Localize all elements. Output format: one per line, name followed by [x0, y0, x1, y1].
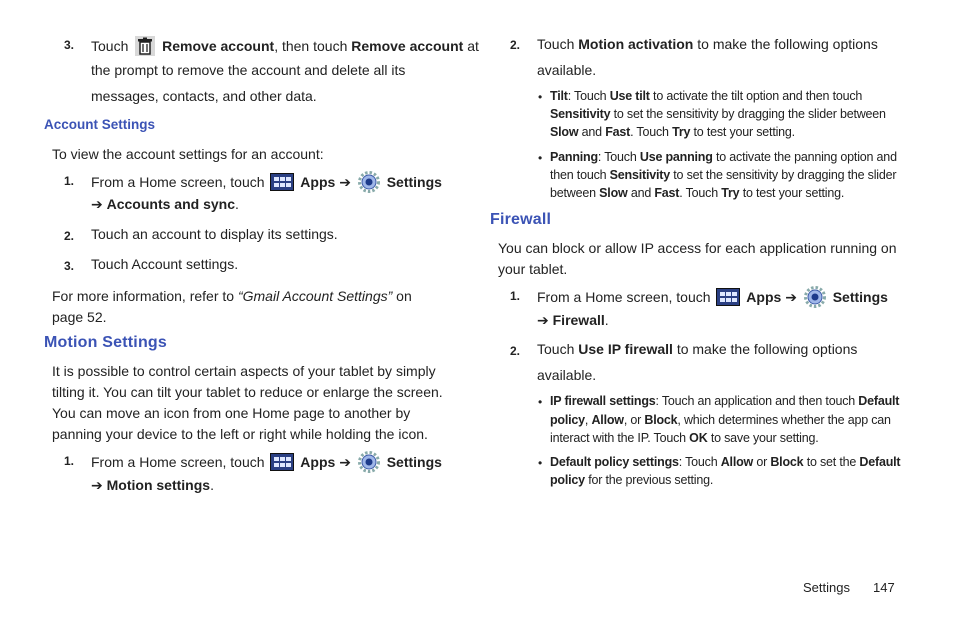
bullet: •	[538, 151, 543, 165]
block: Block	[770, 455, 804, 469]
text: at	[467, 38, 479, 54]
default-policy-settings: Default policy settings	[550, 455, 679, 469]
firewall-step1-line1	[537, 286, 888, 308]
settings-gear-icon	[804, 286, 826, 308]
motion-step2-line2: available.	[537, 62, 597, 78]
text: .	[604, 312, 609, 328]
motion-settings-label: Motion settings	[106, 477, 211, 493]
block: Block	[644, 413, 678, 427]
text: to test your setting.	[693, 125, 795, 139]
account-step1-line2	[91, 196, 239, 213]
firewall-step2-line2: available.	[537, 367, 597, 383]
text: or	[756, 455, 768, 469]
text: interact with the IP. Touch	[550, 431, 686, 445]
ok: OK	[689, 431, 708, 445]
dp-line1	[550, 455, 900, 469]
motion-paragraph-line: It is possible to control certain aspects of your tablet by simply	[52, 363, 436, 379]
text: Touch	[91, 38, 129, 54]
ipf-line3	[550, 431, 818, 445]
step-number: 2.	[64, 229, 75, 243]
motion-paragraph-line: You can move an icon from one Home page to another by	[52, 405, 411, 421]
default: Default	[858, 394, 900, 408]
tilt-line2	[550, 107, 886, 121]
try: Try	[672, 125, 691, 139]
bold-text: Remove account	[351, 38, 464, 54]
text: : Touch	[597, 150, 637, 164]
motion-step2-line1	[537, 36, 878, 52]
text: to set the sensitivity by dragging the slider between	[613, 107, 886, 121]
use-ip-firewall: Use IP firewall	[578, 341, 673, 357]
text: From a Home screen, touch	[91, 454, 265, 470]
settings-label: Settings	[386, 454, 442, 470]
text: : Touch an application and then touch	[655, 394, 856, 408]
text: .	[210, 477, 214, 493]
firewall-paragraph-line: your tablet.	[498, 261, 568, 277]
ipf-line2	[550, 413, 891, 427]
arrow: ➔	[339, 454, 351, 470]
motion-settings-heading: Motion Settings	[44, 334, 167, 351]
text: and	[630, 186, 652, 200]
more-info-line2: page 52.	[52, 309, 107, 325]
settings-gear-icon	[358, 171, 380, 193]
arrow: ➔	[91, 477, 103, 493]
step-number: 3.	[64, 259, 75, 273]
sensitivity: Sensitivity	[550, 107, 611, 121]
footer-section: Settings	[803, 580, 850, 595]
accounts-and-sync: Accounts and sync	[106, 196, 235, 212]
text: , which determines whether the app can	[677, 413, 891, 427]
text: From a Home screen, touch	[537, 289, 711, 305]
step-number: 3.	[64, 38, 75, 52]
step-number: 2.	[510, 344, 521, 358]
text: . Touch	[630, 125, 669, 139]
text: to activate the panning option and	[715, 150, 897, 164]
step-number: 1.	[64, 174, 75, 188]
firewall-heading: Firewall	[490, 211, 552, 228]
text: , then touch	[274, 38, 348, 54]
panning-label: Panning	[550, 150, 598, 164]
text: For more information, refer to	[52, 288, 235, 304]
motion-paragraph-line: tilting it. You can tilt your tablet to reduce or enlarge the screen.	[52, 384, 443, 400]
ip-firewall-settings: IP firewall settings	[550, 394, 656, 408]
text: for the previous setting.	[588, 473, 714, 487]
step-number: 1.	[64, 454, 75, 468]
text: to make the following options	[697, 36, 878, 52]
text: to make the following options	[676, 341, 858, 357]
firewall-paragraph-line: You can block or allow IP access for each application running on	[498, 240, 897, 256]
allow: Allow	[591, 413, 624, 427]
step3-line3: messages, contacts, and other data.	[91, 88, 317, 104]
text: to test your setting.	[742, 186, 845, 200]
text: . Touch	[679, 186, 718, 200]
panning-line2	[550, 168, 896, 182]
page-number: 147	[873, 580, 895, 595]
step3-line1	[91, 36, 479, 56]
fast: Fast	[605, 125, 631, 139]
text: From a Home screen, touch	[91, 174, 265, 190]
settings-label: Settings	[386, 174, 442, 190]
dp-line2	[550, 473, 713, 487]
text: to set the	[806, 455, 857, 469]
arrow: ➔	[537, 312, 549, 328]
bullet: •	[538, 456, 543, 470]
sensitivity: Sensitivity	[609, 168, 670, 182]
step-number: 2.	[510, 38, 521, 52]
account-intro: To view the account settings for an account:	[52, 146, 324, 162]
apps-icon	[270, 453, 294, 471]
firewall-step1-line2	[537, 312, 609, 329]
text: Touch	[537, 36, 575, 52]
account-step2: Touch an account to display its settings.	[91, 226, 338, 242]
text: to set the sensitivity by dragging the slider	[673, 168, 897, 182]
text: then touch	[550, 168, 607, 182]
account-settings-heading: Account Settings	[44, 117, 156, 132]
settings-gear-icon	[358, 451, 380, 473]
policy: policy	[550, 473, 585, 487]
text: to save your setting.	[710, 431, 819, 445]
fast: Fast	[654, 186, 680, 200]
default: Default	[859, 455, 901, 469]
panning-line3	[550, 186, 844, 200]
gmail-reference: “Gmail Account Settings”	[237, 288, 393, 304]
apps-label: Apps	[300, 454, 336, 470]
account-step3: Touch Account settings.	[91, 256, 239, 272]
policy: policy	[550, 413, 585, 427]
text: : Touch	[678, 455, 718, 469]
more-info-line1	[52, 288, 412, 304]
text: between	[550, 186, 596, 200]
bullet: •	[538, 395, 543, 409]
firewall-step2-line1	[537, 341, 857, 357]
use-tilt: Use tilt	[609, 89, 650, 103]
text: ,	[584, 413, 589, 427]
apps-icon	[270, 173, 294, 191]
slow: Slow	[599, 186, 628, 200]
bold-text: Remove account	[162, 38, 275, 54]
text: : Touch	[567, 89, 607, 103]
step3-line2: the prompt to remove the account and delete all its	[91, 62, 406, 78]
arrow: ➔	[339, 174, 351, 190]
ipf-line1	[550, 394, 899, 408]
apps-icon	[716, 288, 740, 306]
motion-activation: Motion activation	[578, 36, 694, 52]
bullet: •	[538, 90, 543, 104]
text: on	[396, 288, 412, 304]
tilt-line3	[550, 125, 795, 139]
text: .	[235, 196, 239, 212]
arrow: ➔	[785, 289, 797, 305]
account-step1-line1	[91, 171, 442, 193]
use-panning: Use panning	[639, 150, 713, 164]
allow: Allow	[720, 455, 754, 469]
arrow: ➔	[91, 196, 103, 212]
text: Touch	[537, 341, 575, 357]
try: Try	[721, 186, 740, 200]
apps-label: Apps	[746, 289, 782, 305]
text: to activate the tilt option and then touch	[653, 89, 863, 103]
text: and	[581, 125, 602, 139]
tilt-line1	[550, 89, 862, 103]
panning-line1	[550, 150, 897, 164]
settings-label: Settings	[832, 289, 888, 305]
motion-paragraph-line: panning your device to the left or right while holding the icon.	[52, 426, 428, 442]
motion-step1-line1	[91, 451, 442, 473]
firewall-label: Firewall	[552, 312, 605, 328]
text: , or	[623, 413, 642, 427]
apps-label: Apps	[300, 174, 336, 190]
motion-step1-line2	[91, 477, 214, 494]
slow: Slow	[550, 125, 579, 139]
trash-icon	[135, 36, 155, 56]
tilt-label: Tilt	[550, 89, 568, 103]
step-number: 1.	[510, 289, 521, 303]
